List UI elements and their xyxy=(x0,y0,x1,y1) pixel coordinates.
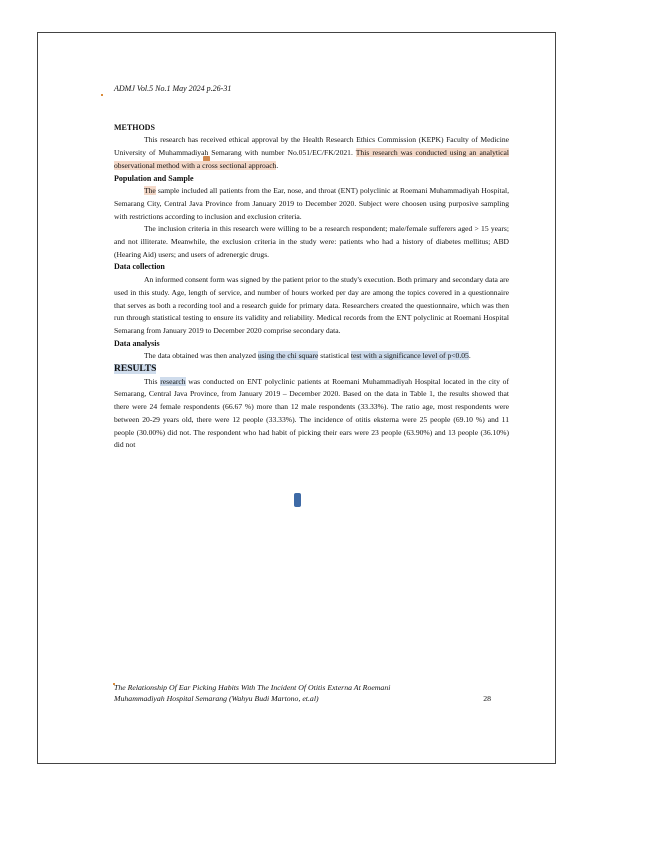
running-head: ADMJ Vol.5 No.1 May 2024 p.26-31 xyxy=(114,84,232,93)
collection-heading: Data collection xyxy=(114,262,165,272)
text-run: This xyxy=(144,376,161,386)
text-run: sample included all patients from the Ear, nose, and throat (ENT) polyclinic at Roemani Muhammadiyah Hospital, Semarang City, Central Java Province from January 2019 to December 2020. Subject were choosen using purposive sampling with restrictions according to inclusion and exclusion criteria. xyxy=(114,186,509,221)
collection-paragraph: An informed consent form was signed by the patient prior to the study's execution. Both primary and secondary data are used in this study. Age, length of service, and number of hours worked per day are among the topics covered in a questionnaire that serves as both a recording tool and a research guide for primary data. Researchers created the questionnaire, which was then run through statistical testing to ensure its validity and reliability. Medical records from the ENT polyclinic at Roemani Hospital Semarang from January 2019 to December 2020 comprise secondary data. xyxy=(114,275,509,335)
text-run: . xyxy=(276,160,279,170)
text-run: The data obtained was then analyzed xyxy=(144,351,258,361)
population-paragraph-2: The inclusion criteria in this research were willing to be a research respondent; male/female sufferers aged > 15 years; and not illiterate. Meanwhile, the exclusion criteria in the study were: patients who had a history of diabetes mellitus; ABD (Hearing Aid) users; and users of adrenergic drugs. xyxy=(114,224,509,259)
text-run: . xyxy=(468,351,471,361)
highlighted-text[interactable]: research xyxy=(160,376,186,386)
highlighted-text[interactable]: The xyxy=(144,186,156,196)
population-heading: Population and Sample xyxy=(114,173,194,183)
footer-line-2: Muhammadiyah Hospital Semarang (Wahyu Budi Martono, et.al) xyxy=(114,693,319,703)
document-page xyxy=(37,32,556,764)
analysis-paragraph xyxy=(114,350,509,363)
text-cursor-icon[interactable] xyxy=(294,493,301,507)
highlighted-text[interactable]: This research was conducted using an analytical observational method with a cross sectional approach xyxy=(114,148,510,170)
text-run: This research has received ethical approval by the Health Research Ethics Commission (KEPK) Faculty of Medicine University of Muhammadiyah Semarang with number No.051/EC/FK/2021. xyxy=(114,135,509,158)
text-run: statistical xyxy=(318,351,351,361)
page-number: 28 xyxy=(483,693,491,703)
results-heading xyxy=(114,363,509,376)
results-paragraph xyxy=(114,376,509,452)
highlighted-text[interactable]: test with a significance level of p<0.05 xyxy=(350,351,469,361)
methods-paragraph xyxy=(114,134,509,172)
population-paragraph-1 xyxy=(114,185,509,223)
highlighted-text[interactable]: using the chi square xyxy=(257,351,319,361)
highlighted-text[interactable]: RESULTS xyxy=(114,364,157,375)
methods-heading: METHODS xyxy=(114,122,155,132)
text-run: was conducted on ENT polyclinic patients at Roemani Muhammadiyah Hospital located in the city of Semarang, Central Java Province, from January 2019 – December 2020. Based on the data in Table 1, the results showed that there were 24 female respondents (66.67 %) more than 12 male respondents (33.33%). The ratio age, most respondents were between 20-29 years old, there were 12 people (33.33%). The incidence of otitis eksterna were 25 people (69.10 %) and 11 people (30.00%) did not. The respondent who had habit of picking their ears were 23 people (63.90%) and 13 people (36.10%) did not xyxy=(114,376,510,450)
footer-line-1: The Relationship Of Ear Picking Habits With The Incident Of Otitis Externa At Roemani xyxy=(114,683,391,692)
page-footer xyxy=(114,683,509,704)
margin-mark xyxy=(101,94,103,96)
analysis-heading: Data analysis xyxy=(114,338,160,348)
page-body xyxy=(114,83,509,452)
